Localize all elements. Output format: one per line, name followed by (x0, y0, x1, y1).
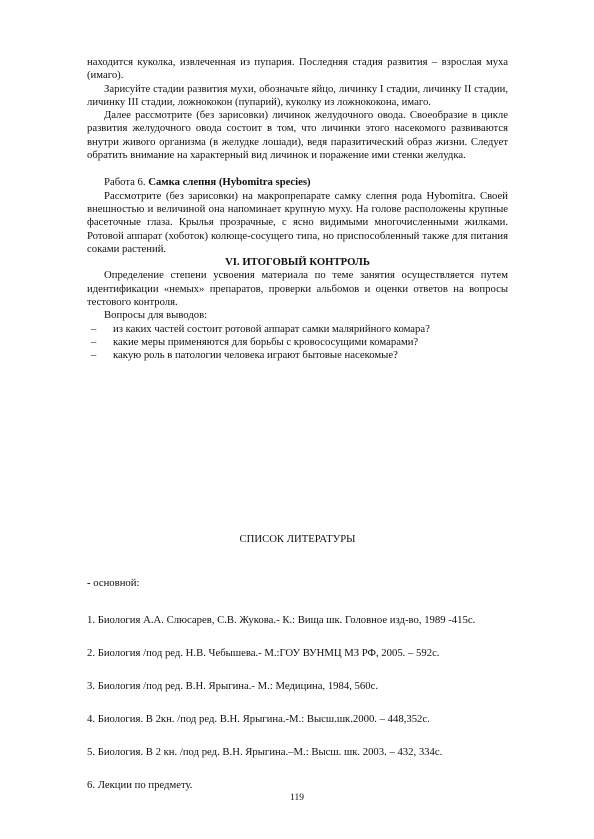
references-subheading (87, 577, 139, 590)
list-item (87, 323, 508, 336)
list-dash: – (91, 335, 97, 348)
question-text: из каких частей состоит ротовой аппарат самки малярийного комара? (113, 322, 430, 335)
work6-body: Рассмотрите (без зарисовки) на макропрепарате самку слепня рода Hybomitra. Своей внешностью и величиной она напоминает крупную муху. На голове расположены крупные фасеточные глаза. Крылья прозрачные, с ясно видимыми многочисленными жилками. Ротовой аппарат (хоботок) колюще-сосущего типа, но приспособленный также для питания соками растений. (87, 189, 508, 255)
reference-item: 3. Биология /под ред. В.Н. Ярыгина.- М.: Медицина, 1984, 560с. (87, 680, 379, 692)
sub-dash: - (87, 577, 91, 589)
reference-item: 1. Биология А.А. Слюсарев, С.В. Жукова.- К.: Вища шк. Головное изд-во, 1989 -415с. (87, 614, 476, 626)
control-text: Определение степени усвоения материала по теме занятия осуществляется путем идентификации «немых» препаратов, проверки альбомов и оценки ответов на вопросы тестового контроля. (87, 269, 508, 309)
reference-item: 5. Биология. В 2 кн. /под ред. В.Н. Ярыгина.–М.: Высш. шк. 2003. – 432, 334с. (87, 746, 443, 758)
page-number: 119 (290, 793, 304, 803)
paragraph-draw-stages: Зарисуйте стадии развития мухи, обозначьте яйцо, личинку I стадии, личинку II стадии, личинку III стадии, ложнококон (пупарий), куколку из ложнококона, имаго. (87, 82, 508, 108)
list-dash: – (91, 349, 97, 362)
list-dash: – (91, 322, 97, 335)
control-heading: VI. ИТОГОВЫЙ КОНТРОЛЬ (225, 256, 370, 269)
paragraph-botfly-larvae: Далее рассмотрите (без зарисовки) личинок желудочного овода. Своеобразие в цикле развития желудочного овода состоит в том, что личинки этого насекомого развиваются внутри живого организма (в желудке лошади), ведя паразитический образ жизни. Следует обратить внимание на характерный вид личинок и поражение ими стенки желудка. (87, 109, 508, 162)
questions-list (87, 323, 508, 363)
sub-label: основной: (90, 577, 140, 589)
page-content (87, 56, 508, 791)
spacer (87, 162, 508, 176)
reference-item: 2. Биология /под ред. Н.В. Чебышева.- М.:ГОУ ВУНМЦ МЗ РФ, 2005. – 592с. (87, 647, 440, 659)
work6-title: Самка слепня (Hybomitra species) (148, 176, 311, 189)
reference-item: 4. Биология. В 2кн. /под ред. В.Н. Ярыгина.-М.: Высш.шк.2000. – 448,352с. (87, 713, 430, 725)
reference-item: 6. Лекции по предмету. (87, 779, 193, 791)
work6-heading (87, 176, 508, 189)
work6-prefix: Работа 6. (104, 176, 149, 189)
question-text: какую роль в патологии человека играют бытовые насекомые? (113, 349, 398, 362)
list-item (87, 336, 508, 349)
references-title: СПИСОК ЛИТЕРАТУРЫ (239, 533, 356, 545)
questions-label: Вопросы для выводов: (104, 309, 208, 322)
paragraph-pupa: находится куколка, извлеченная из пупария. Последняя стадия развития – взрослая муха (имаго). (87, 56, 508, 82)
list-item (87, 349, 508, 362)
question-text: какие меры применяются для борьбы с кровососущими комарами? (113, 335, 419, 348)
